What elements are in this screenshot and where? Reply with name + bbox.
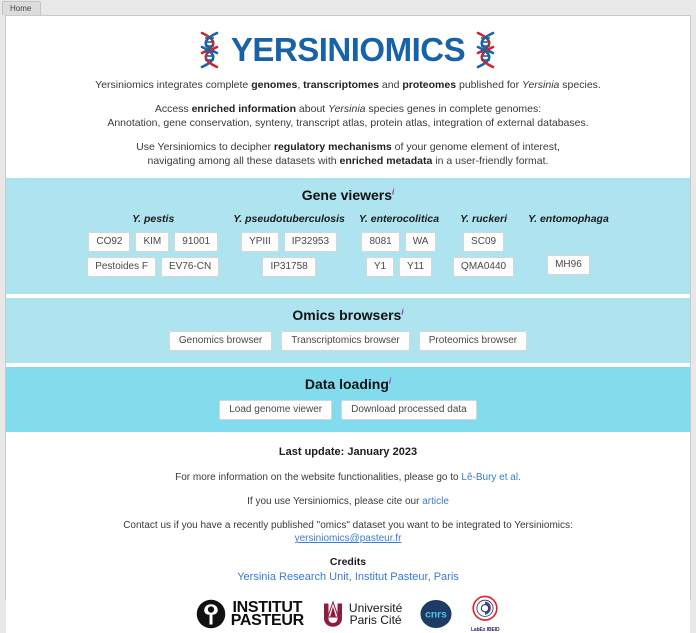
data-loading-buttons (6, 398, 690, 420)
strain-button[interactable]: WA (405, 232, 437, 252)
pasteur-emblem-icon (196, 599, 226, 629)
section-gene-viewers (6, 178, 690, 294)
intro-paragraph-3: Use Yersiniomics to decipher regulatory mechanisms of your genome element of interest, navigating among all these datasets with enriched metadata in a user-friendly format. (136, 141, 560, 167)
strain-button[interactable]: Pestoides F (87, 257, 156, 277)
contact-line: Contact us if you have a recently published "omics" dataset you want to be integrated to Yersiniomics: yersiniomics@pasteur.fr (123, 520, 573, 544)
strain-row (528, 232, 609, 250)
strain-button[interactable]: Y11 (399, 257, 432, 277)
species-columns (6, 209, 690, 282)
section-omics-browsers (6, 298, 690, 363)
credits-line (26, 571, 670, 583)
omics-browser-button[interactable]: Genomics browser (169, 331, 272, 351)
strain-button[interactable]: IP32953 (284, 232, 337, 252)
yersinia-research-unit-link[interactable]: Yersinia Research Unit, Institut Pasteur, Paris (237, 571, 459, 583)
intro-paragraph-1: Yersiniomics integrates complete genomes, transcriptomes and proteomes published for Yersinia species. (95, 79, 601, 91)
species-column (528, 213, 609, 280)
species-name: Y. entomophaga (528, 213, 609, 225)
cnrs-logo[interactable] (419, 599, 453, 629)
ibeid-caption: LabEx IBEID (470, 627, 500, 633)
species-column (233, 213, 345, 282)
strain-row (359, 257, 439, 277)
site-logo (6, 28, 690, 72)
cnrs-emblem-icon (419, 599, 453, 629)
browser-tab-strip (0, 0, 696, 15)
strain-row (453, 257, 514, 277)
page-container (5, 15, 691, 633)
upc-wordmark: Université Paris Cité (348, 600, 403, 627)
strain-row (87, 257, 219, 277)
strain-button[interactable]: SC09 (463, 232, 504, 252)
contact-email-link[interactable]: yersiniomics@pasteur.fr (294, 533, 402, 544)
upc-emblem-icon (321, 599, 345, 629)
last-update-text: Last update: January 2023 (278, 446, 418, 458)
species-column (359, 213, 439, 282)
strain-row (359, 232, 439, 252)
citation-line: If you use Yersiniomics, please cite our article (247, 496, 449, 507)
info-superscript[interactable]: i (388, 376, 392, 386)
omics-browser-buttons (6, 329, 690, 351)
strain-button[interactable]: Y1 (366, 257, 394, 277)
omics-browser-button[interactable]: Transcriptomics browser (281, 331, 410, 351)
omics-browsers-title: Omics browsers$^i$ (292, 307, 404, 323)
intro-paragraph-2: Access enriched information about Yersinia species genes in complete genomes: Annotation, gene conservation, synteny, transcript atlas, protein atlas, integration of external databases. (107, 103, 589, 129)
data-loading-button[interactable]: Load genome viewer (219, 400, 332, 420)
strain-row (233, 232, 345, 252)
species-column (87, 213, 219, 282)
species-column (453, 213, 514, 282)
gene-viewers-title: Gene viewers$^i$ (301, 187, 395, 203)
tab-home[interactable]: Home (2, 1, 41, 15)
article-link[interactable]: article (422, 496, 449, 507)
institut-pasteur-logo[interactable] (196, 599, 304, 629)
site-footer (6, 432, 690, 633)
strain-button[interactable]: KIM (135, 232, 169, 252)
strain-button[interactable]: MH96 (547, 255, 590, 275)
data-loading-title: Data loading$^i$ (304, 376, 392, 392)
dna-helix-icon-right (471, 30, 501, 70)
intro-text-block (6, 72, 690, 168)
strain-row (233, 257, 345, 277)
strain-row (453, 232, 514, 252)
strain-button[interactable]: QMA0440 (453, 257, 514, 277)
strain-row (87, 232, 219, 252)
labex-ibeid-logo[interactable] (470, 595, 500, 633)
species-name: Y. pseudotuberculosis (233, 213, 345, 225)
ibeid-emblem-icon (470, 595, 500, 623)
more-info-line: For more information on the website functionalities, please go to Lê-Bury et al. (175, 472, 521, 483)
strain-button[interactable]: YPIII (241, 232, 279, 252)
site-title: YERSINIOMICS (230, 31, 466, 68)
species-name: Y. pestis (132, 213, 175, 225)
site-header (6, 16, 690, 168)
species-name: Y. enterocolitica (358, 213, 440, 225)
pasteur-wordmark: INSTITUT PASTEUR (230, 599, 304, 629)
credits-heading: Credits (329, 556, 367, 568)
info-superscript[interactable]: i (392, 187, 395, 197)
partner-logos (26, 591, 670, 633)
section-data-loading (6, 367, 690, 432)
strain-button[interactable]: IP31758 (262, 257, 315, 277)
strain-button[interactable]: 8081 (361, 232, 399, 252)
universite-paris-cite-logo[interactable] (321, 599, 402, 629)
strain-button[interactable]: CO92 (88, 232, 130, 252)
strain-button[interactable]: 91001 (174, 232, 218, 252)
svg-text:cnrs: cnrs (425, 609, 448, 621)
species-name: Y. ruckeri (460, 213, 508, 225)
data-loading-button[interactable]: Download processed data (341, 400, 477, 420)
dna-helix-icon-left (195, 30, 225, 70)
lebury-reference-link[interactable]: Lê-Bury et al. (461, 472, 521, 483)
info-superscript[interactable]: i (401, 307, 404, 317)
strain-row (528, 255, 609, 275)
omics-browser-button[interactable]: Proteomics browser (419, 331, 527, 351)
strain-button[interactable]: EV76-CN (161, 257, 219, 277)
